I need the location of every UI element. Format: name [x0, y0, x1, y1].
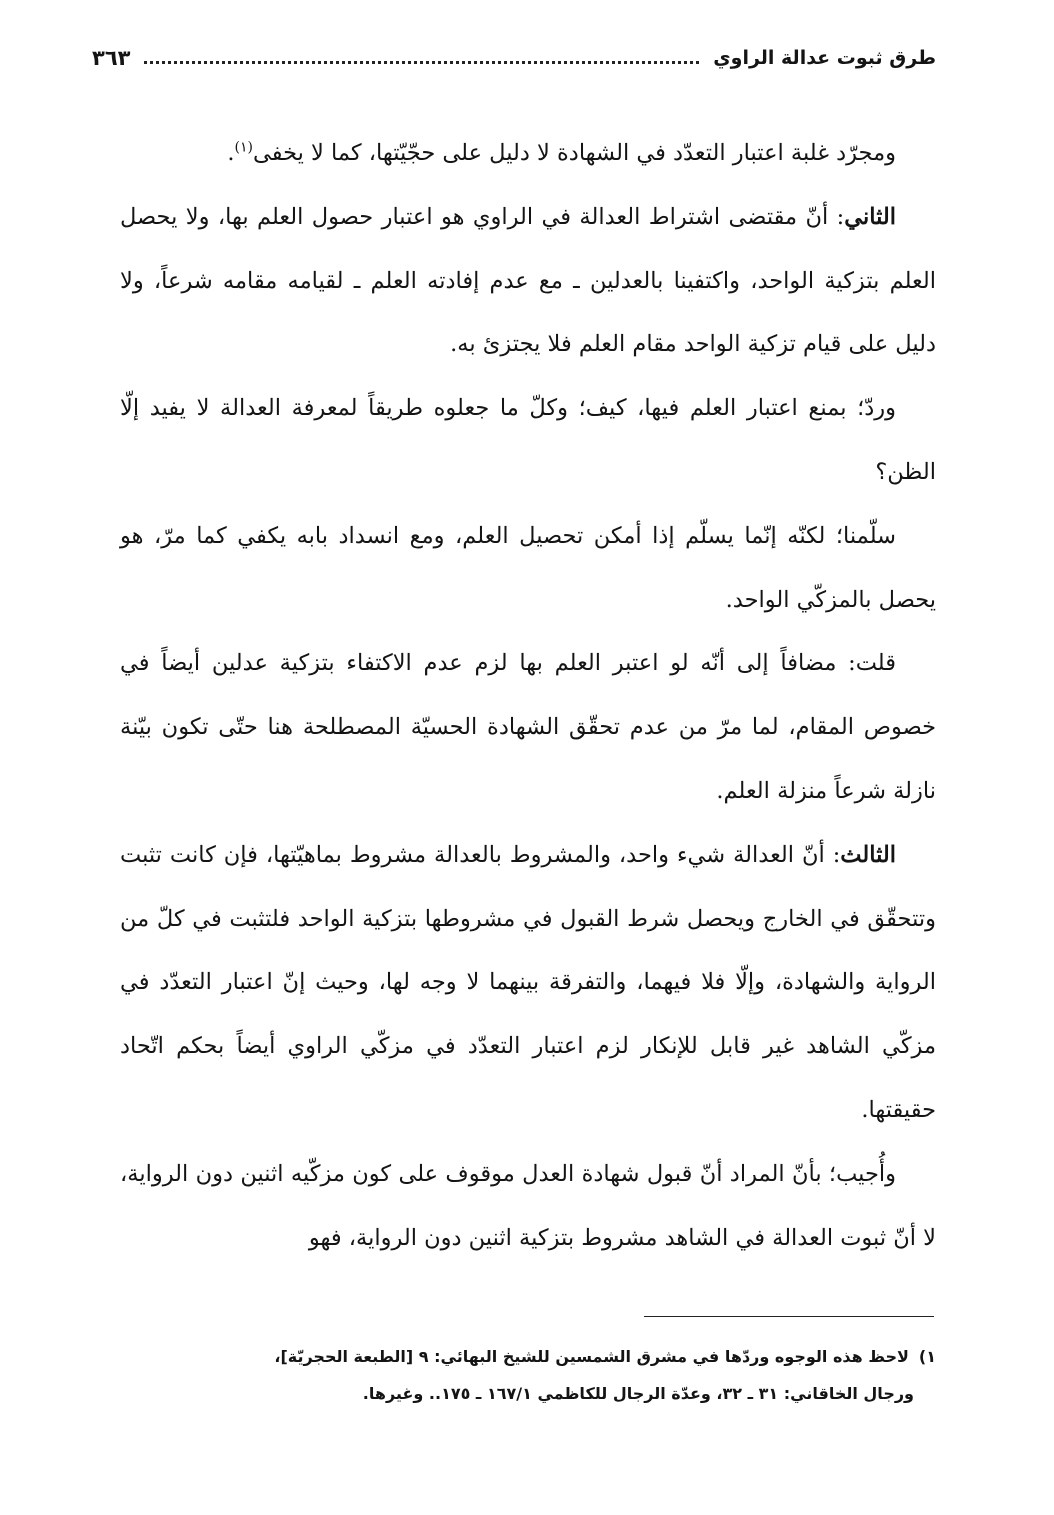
body-text [120, 122, 936, 1270]
paragraph-text: ومجرّد غلبة اعتبار التعدّد في الشهادة لا دليل على حجّيّتها، كما لا يخفى [252, 140, 896, 166]
paragraph-text: سلّمنا؛ لكنّه إنّما يسلّم إذا أمكن تحصيل العلم، ومع انسداد بابه يكفي كما مرّ، هو يحصل بالمزكّي الواحد. [120, 522, 936, 613]
footnote-line-1: لاحظ هذه الوجوه وردّها في مشرق الشمسين للشيخ البهائي: ٩ [الطبعة الحجريّة]، [274, 1347, 909, 1366]
footnote-separator [644, 1316, 934, 1317]
paragraph-text: : أنّ العدالة شيء واحد، والمشروط بالعدالة مشروط بماهيّتها، فإن كانت تثبت وتتحقّق في الخارج ويحصل شرط القبول في مشروطها بتزكية الواحد فلتثبت في كلّ من الرواية والشهادة، وإلّا فلا فيهما، والتفرقة بينهما لا وجه لها، وحيث إنّ اعتبار التعدّد في مزكّي الشاهد غير قابل للإنكار لزم اعتبار التعدّد في مزكّي الراوي أيضاً بحكم اتّحاد حقيقتها. [120, 841, 936, 1123]
footnotes [120, 1338, 936, 1412]
paragraph-text: : أنّ مقتضى اشتراط العدالة في الراوي هو اعتبار حصول العلم بها، ولا يحصل العلم بتزكية الواحد، واكتفينا بالعدلين ـ مع عدم إفادته العلم ـ لقيامه مقامه شرعاً، ولا دليل على قيام تزكية الواحد مقام العلم فلا يجتزئ به. [120, 203, 936, 358]
paragraph-lead: الثالث [840, 841, 896, 868]
paragraph [120, 377, 936, 505]
page-number: ٣٦٣ [92, 46, 131, 70]
paragraph-text: وردّ؛ بمنع اعتبار العلم فيها، كيف؛ وكلّ ما جعلوه طريقاً لمعرفة العدالة لا يفيد إلّا الظن؟ [120, 395, 936, 485]
footnote-number: ١) [918, 1347, 936, 1366]
paragraph [120, 824, 936, 1143]
paragraph [120, 122, 936, 186]
leader-dots [144, 61, 699, 64]
paragraph [120, 632, 936, 823]
paragraph [120, 1143, 936, 1271]
running-title: طرق ثبوت عدالة الراوي [713, 47, 936, 69]
paragraph-lead: الثاني [844, 203, 896, 230]
footnote-line-2: ورجال الخاقاني: ٣١ ـ ٣٢، وعدّة الرجال للكاظمي ١٦٧/١ ـ ١٧٥.. وغيرها. [362, 1384, 914, 1403]
paragraph [120, 186, 936, 377]
paragraph-text: وأُجيب؛ بأنّ المراد أنّ قبول شهادة العدل موقوف على كون مزكّيه اثنين دون الرواية، لا أنّ ثبوت العدالة في الشاهد مشروط بتزكية اثنين دون الرواية، فهو [120, 1160, 936, 1251]
paragraph-text: قلت: مضافاً إلى أنّه لو اعتبر العلم بها لزم عدم الاكتفاء بتزكية عدلين أيضاً في خصوص المقام، لما مرّ من عدم تحقّق الشهادة الحسيّة المصطلحة هنا حتّى تكون بيّنة نازلة شرعاً منزلة العلم. [120, 650, 936, 804]
page-header [92, 38, 936, 78]
paragraph-tail: . [227, 140, 235, 166]
paragraph [120, 505, 936, 633]
footnote-ref: (١) [234, 139, 253, 156]
